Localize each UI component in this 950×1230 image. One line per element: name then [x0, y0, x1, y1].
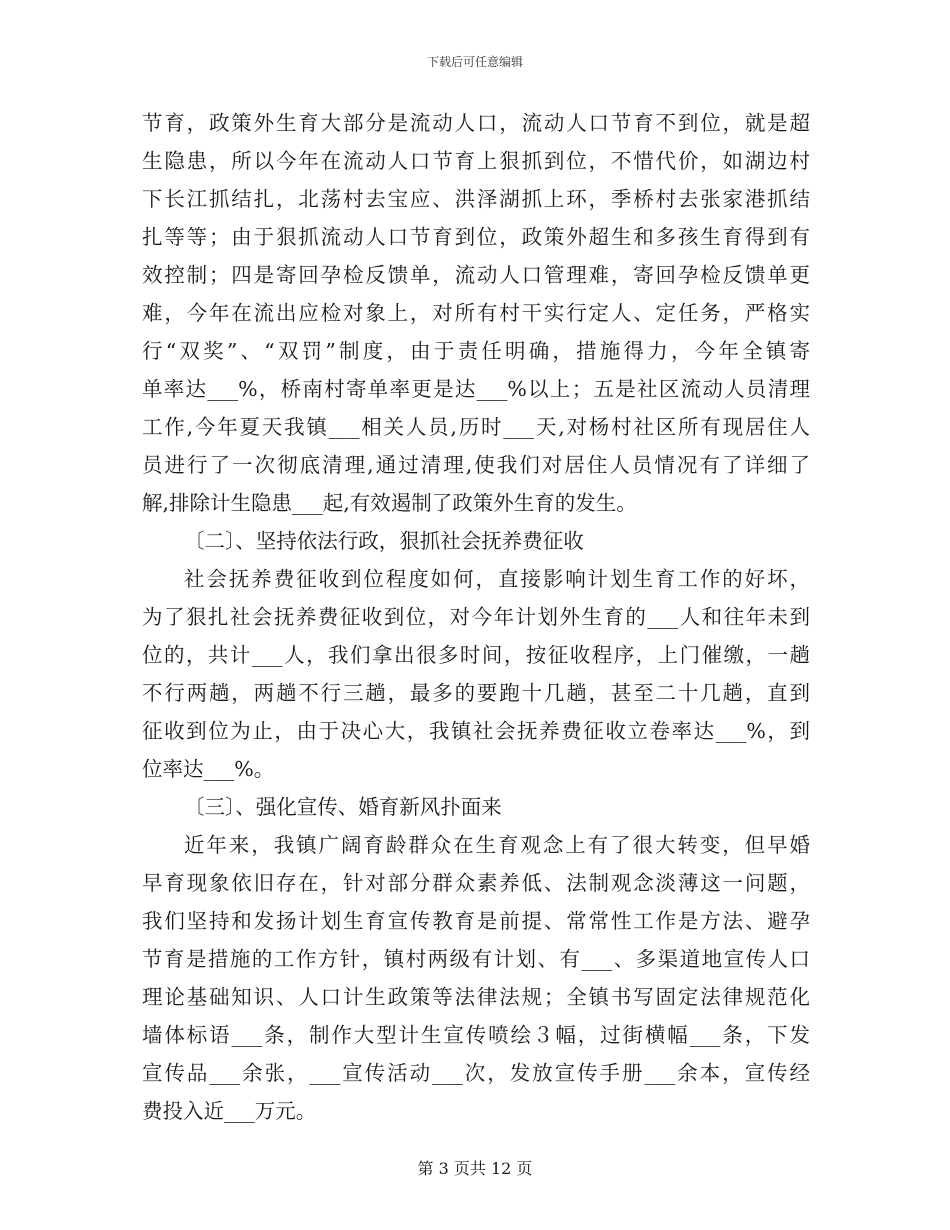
paragraph-line: 理论基础知识、人口计生政策等法律法规；全镇书写固定法律规范化 — [142, 985, 810, 1009]
paragraph-line: 节育是措施的工作方针，镇村两级有计划、有___、多渠道地宣传人口 — [142, 947, 810, 971]
paragraph-line: 不行两趟，两趟不行三趟，最多的要跑十几趟，甚至二十几趟，直到 — [142, 681, 810, 705]
paragraph-line: 单率达___%，桥南村寄单率更是达___%以上；五是社区流动人员清理 — [142, 377, 810, 401]
paragraph-line: 节育，政策外生育大部分是流动人口，流动人口节育不到位，就是超 — [142, 111, 810, 135]
paragraph-line: 难，今年在流出应检对象上，对所有村干实行定人、定任务，严格实 — [142, 301, 810, 325]
paragraph-line: 员进行了一次彻底清理,通过清理,使我们对居住人员情况有了详细了 — [142, 453, 810, 477]
paragraph-line: 解,排除计生隐患___起,有效遏制了政策外生育的发生。 — [142, 491, 637, 515]
paragraph-line: 行“双奖”、“双罚”制度，由于责任明确，措施得力，今年全镇寄 — [142, 339, 810, 363]
paragraph-line: 我们坚持和发扬计划生育宣传教育是前提、常常性工作是方法、避孕 — [142, 909, 810, 933]
paragraph-line: 工作,今年夏天我镇___相关人员,历时___天,对杨村社区所有现居住人 — [142, 415, 810, 439]
paragraph-line: 位率达___%。 — [142, 757, 275, 781]
paragraph-line: 墙体标语___条，制作大型计生宣传喷绘３幅，过街横幅___条，下发 — [142, 1023, 810, 1047]
page-number: 第 3 页共 12 页 — [417, 1159, 533, 1178]
paragraph-line: 效控制；四是寄回孕检反馈单，流动人口管理难，寄回孕检反馈单更 — [142, 263, 810, 287]
paragraph-line: 扎等等；由于狠抓流动人口节育到位，政策外超生和多孩生育得到有 — [142, 225, 810, 249]
page-header-note: 下载后可任意编辑 — [426, 55, 523, 69]
paragraph-line: 为了狠扎社会抚养费征收到位，对今年计划外生育的___人和往年未到 — [142, 605, 810, 629]
paragraph-line: 下长江抓结扎，北荡村去宝应、洪泽湖抓上环，季桥村去张家港抓结 — [142, 187, 810, 211]
section-heading: 〔二〕、坚持依法行政，狠抓社会抚养费征收 — [184, 529, 584, 553]
document-body — [142, 104, 810, 1130]
section-heading: 〔三〕、强化宣传、婚育新风扑面来 — [184, 795, 502, 819]
paragraph-line: 宣传品___余张，___宣传活动___次，发放宣传手册___余本，宣传经 — [142, 1061, 810, 1085]
paragraph-line: 社会抚养费征收到位程度如何，直接影响计划生育工作的好坏， — [184, 567, 810, 591]
paragraph-line: 费投入近___万元。 — [142, 1099, 317, 1123]
paragraph-line: 近年来，我镇广阔育龄群众在生育观念上有了很大转变，但早婚 — [184, 833, 810, 857]
paragraph-line: 生隐患，所以今年在流动人口节育上狠抓到位，不惜代价，如湖边村 — [142, 149, 810, 173]
paragraph-line: 位的，共计___人，我们拿出很多时间，按征收程序，上门催缴，一趟 — [142, 643, 810, 667]
paragraph-line: 征收到位为止，由于决心大，我镇社会抚养费征收立卷率达___%，到 — [142, 719, 810, 743]
paragraph-line: 早育现象依旧存在，针对部分群众素养低、法制观念淡薄这一问题， — [142, 871, 810, 895]
